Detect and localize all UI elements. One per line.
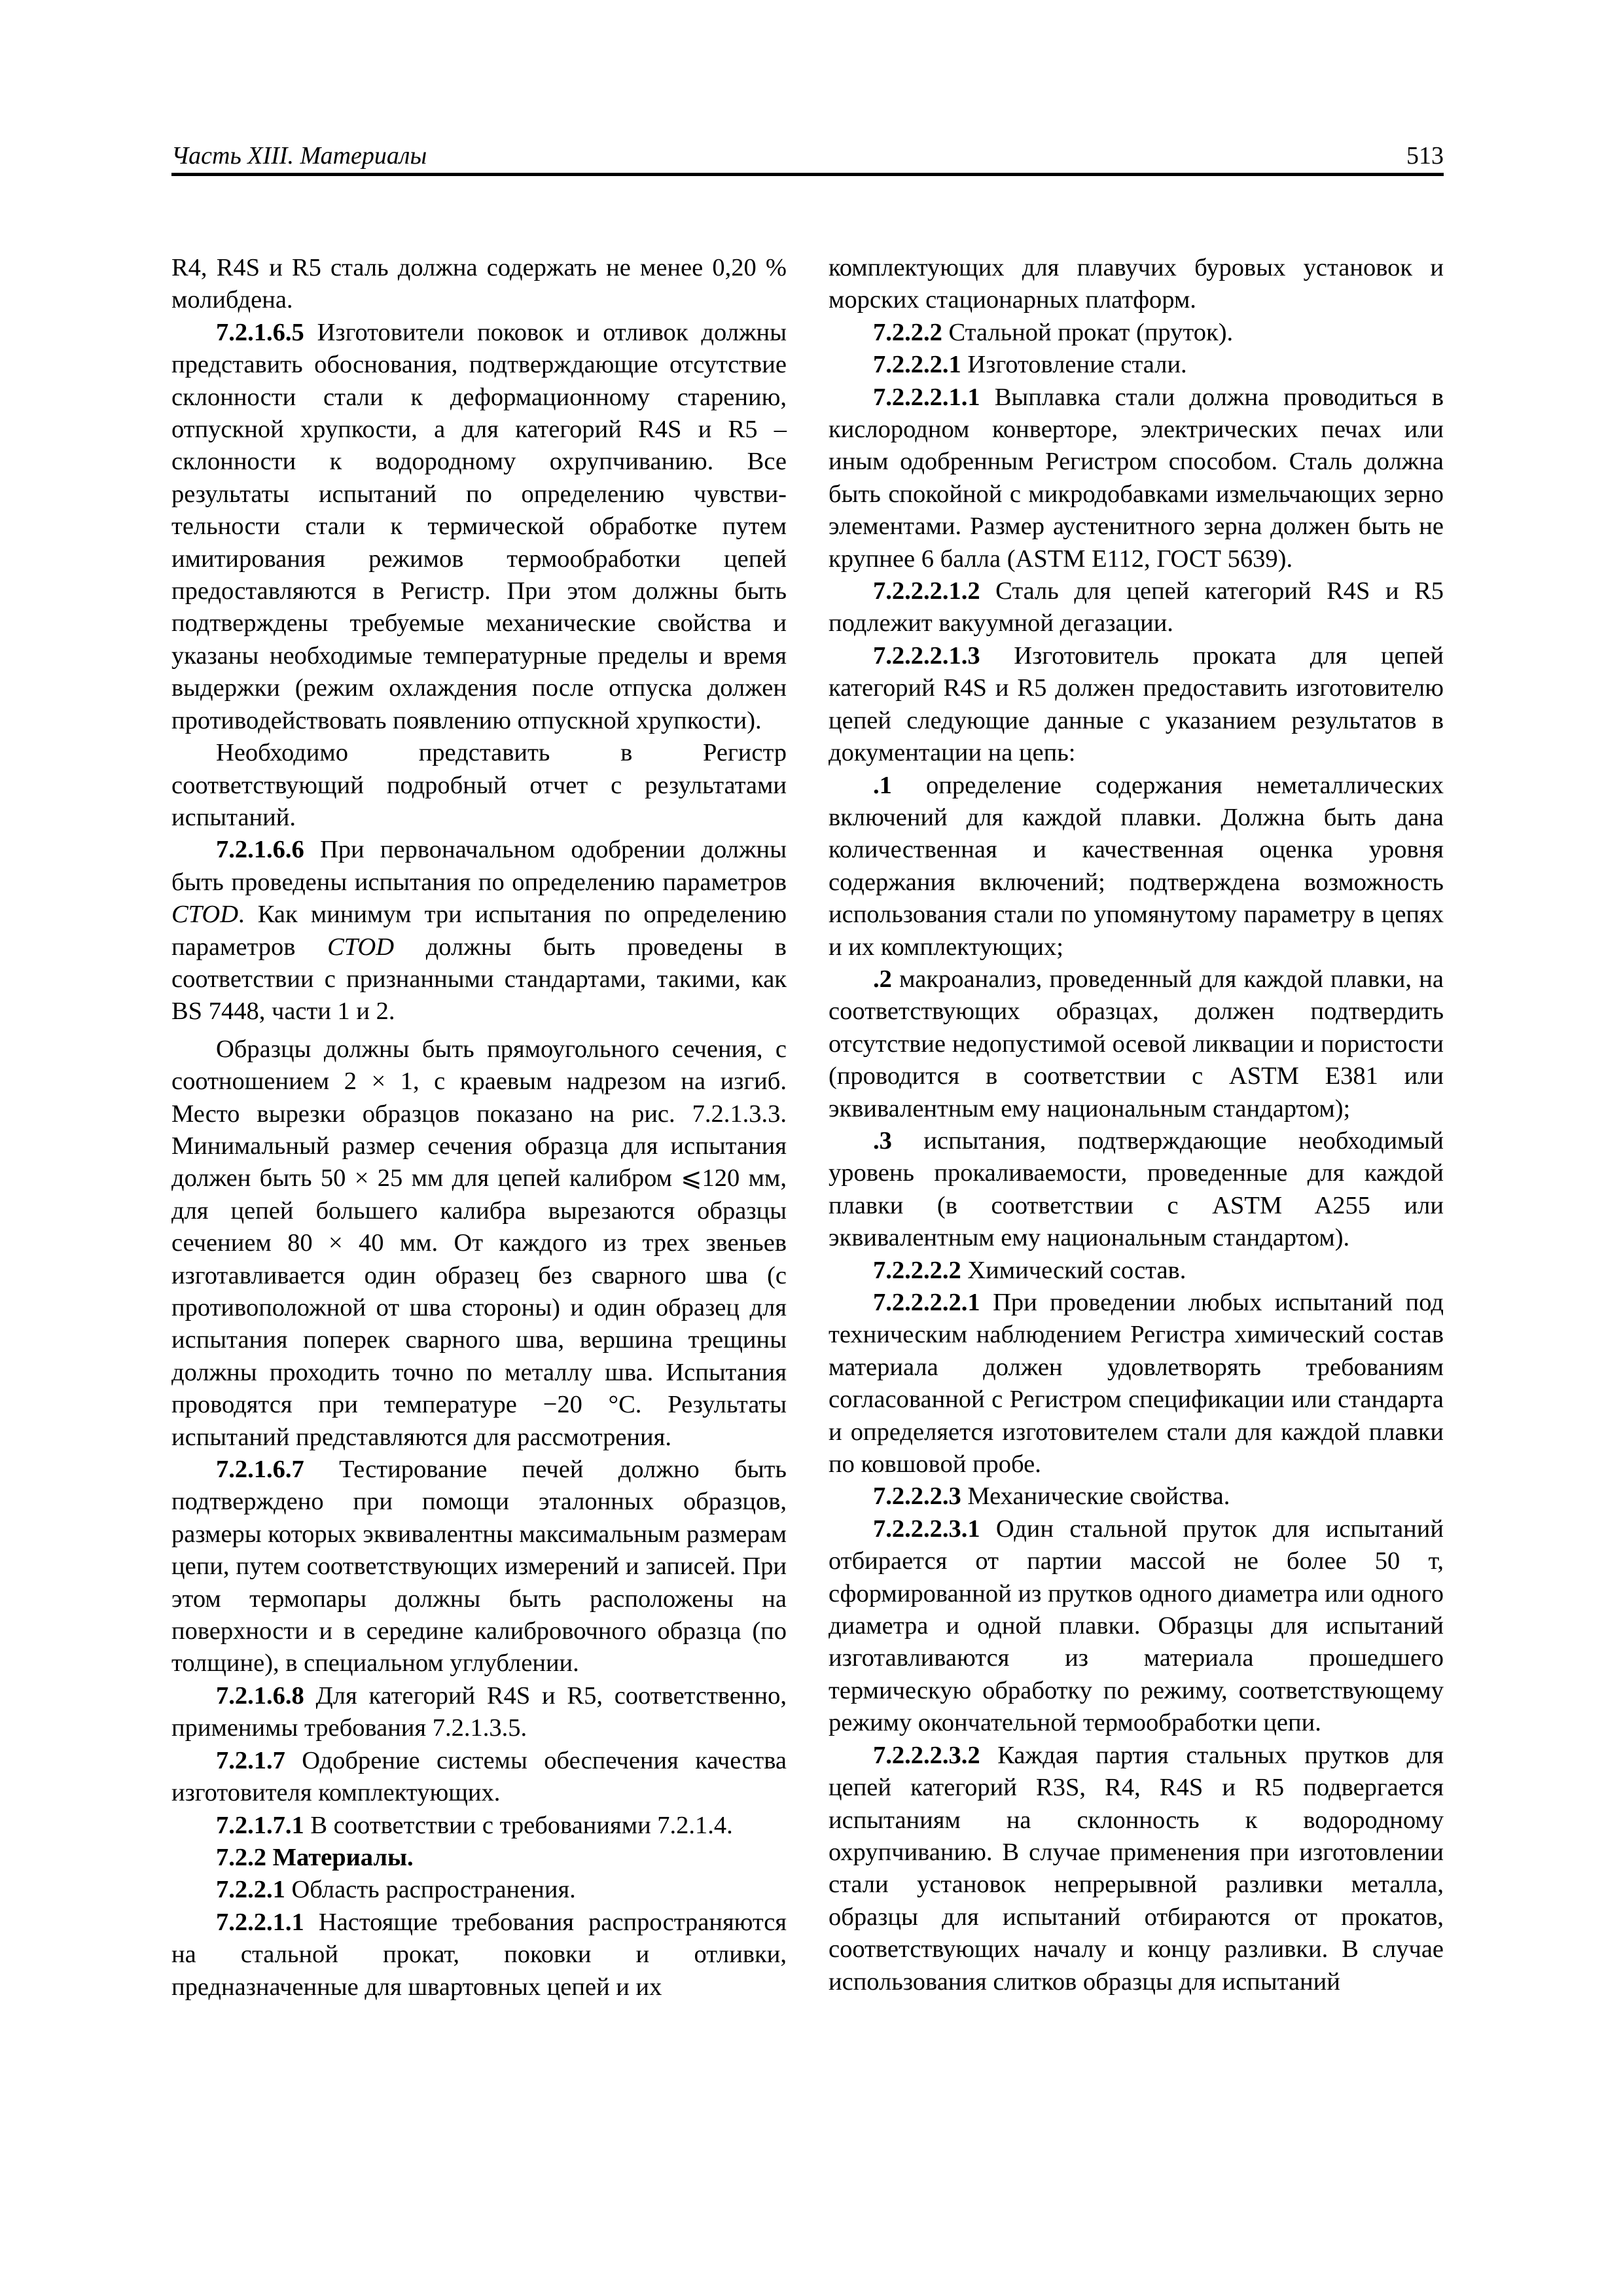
- paragraph: 7.2.2.2.1.1 Выплавка стали должна проводиться в кислородном конверторе, электрических печах или иным одобренным Регистром способом. Сталь должна быть спокойной с микродобавками измельчающих зерно элементами. Размер аустенитного зерна должен быть не крупнее 6 балла (ASTM E112, ГОСТ 5639).: [829, 383, 1444, 573]
- item-number: .1: [873, 771, 892, 799]
- item-number: .3: [873, 1126, 892, 1155]
- clause-number: 7.2.1.7.1: [216, 1811, 304, 1839]
- clause-number: 7.2.2.2.3.2: [873, 1741, 980, 1769]
- paragraph: 7.2.1.6.7 Тестирование печей должно быть подтверждено при помощи эталонных образцов, размеры которых эквивалентны максимальным размерам цепи, путем соответствующих измерений и записей. При этом термопары должны быть расположены на поверхности и в середине калибровочного образца (по толщине), в специальном углублении.: [171, 1456, 787, 1677]
- clause-number: 7.2.2.2.2: [873, 1256, 961, 1284]
- paragraph: 7.2.2.2.2.1 При проведении любых испытаний под техническим наблюдением Регистра химический состав материала должен удовлетворять требованиям согласованной с Регистром спецификации или стандарта и определяется изготовителем стали для каждой плавки по ковшовой пробе.: [829, 1289, 1444, 1479]
- clause-number: 7.2.2.2: [873, 318, 942, 346]
- paragraph: 7.2.2.2.1 Изготовление стали.: [873, 351, 1187, 379]
- list-item: .3 испытания, подтверждающие необходимый уровень прокаливаемости, проведенные для каждой плавки (в соответствии с ASTM A255 или эквивалентным ему национальным стандартом).: [829, 1126, 1444, 1252]
- paragraph: комплектующих для плавучих буровых установок и морских стационарных платформ.: [829, 254, 1444, 314]
- clause-number: 7.2.1.6.5: [216, 318, 304, 346]
- header-rule: [171, 173, 1444, 176]
- paragraph: 7.2.2.2 Стальной прокат (пруток).: [873, 318, 1234, 346]
- list-item: .2 макроанализ, проведенный для каждой плавки, на соответствующих образцах, должен подтвердить отсутствие недопустимой осевой ликвации и пористости (проводится в соответствии с ASTM E381 или эквивалентным ему национальным стандартом);: [829, 965, 1444, 1122]
- page-number: 513: [1406, 142, 1444, 170]
- list-item: .1 определение содержания неметаллических включений для каждой плавки. Должна быть дана количественная и качественная оценка уровня содержания включений; подтверждена возможность использования стали по упомянутому параметру в цепях и их комплектующих;: [829, 771, 1444, 961]
- paragraph: 7.2.1.6.5 Изготовители поковок и отливок должны представить обоснования, подтверждающие отсутствие склонности стали к деформационному старению, отпускной хрупкости, а для категорий R4S и R5 – склонности к водородному охрупчиванию. Все результаты испытаний по определению чувстви-тельности стали к термической обработке путем имитирования режимов термообработки цепей предоставляются в Регистр. При этом должны быть подтверждены требуемые механические свойства и указаны необходимые температурные пределы и время выдержки (режим охлаждения после отпуска должен противодействовать появлению отпускной хрупкости).: [171, 318, 787, 734]
- paragraph: 7.2.2.2.1.3 Изготовитель проката для цепей категорий R4S и R5 должен предоставить изготовителю цепей следующие данные с указанием результатов в документации на цепь:: [829, 641, 1444, 767]
- paragraph: 7.2.1.7 Одобрение системы обеспечения качества изготовителя комплектующих.: [171, 1746, 787, 1807]
- paragraph: R4, R4S и R5 сталь должна содержать не менее 0,20 % молибдена.: [171, 254, 787, 314]
- paragraph: 7.2.2.2.3.1 Один стальной пруток для испытаний отбирается от партии массой не более 50 т, сформированной из прутков одного диаметра или одного диаметра и одной плавки. Образцы для испытаний изготавливаются из материала прошедшего термическую обработку по режиму, соответствующему режиму окончательной термообработки цепи.: [829, 1515, 1444, 1737]
- clause-number: 7.2.2.2.1.1: [873, 383, 980, 411]
- clause-number: 7.2.2.2.3.1: [873, 1515, 980, 1543]
- section-heading: 7.2.2 Материалы.: [216, 1843, 414, 1871]
- paragraph: 7.2.2.2.1.2 Сталь для цепей категорий R4S и R5 подлежит вакуумной дегазации.: [829, 577, 1444, 637]
- paragraph: 7.2.2.1.1 Настоящие требования распространяются на стальной прокат, поковки и отливки, предназначенные для швартовных цепей и их: [171, 1908, 787, 2001]
- clause-number: 7.2.2.2.3: [873, 1482, 961, 1511]
- paragraph: 7.2.2.2.3 Механические свойства.: [873, 1482, 1230, 1511]
- clause-number: 7.2.2.1: [216, 1876, 285, 1904]
- paragraph: 7.2.2.2.2 Химический состав.: [873, 1256, 1186, 1284]
- clause-number: 7.2.2.2.1.2: [873, 577, 980, 605]
- paragraph: 7.2.2.1 Область распространения.: [216, 1876, 576, 1904]
- clause-number: 7.2.1.7: [216, 1746, 285, 1774]
- paragraph: Необходимо представить в Регистр соответствующий подробный отчет с результатами испытаний.: [171, 739, 787, 831]
- paragraph: Образцы должны быть прямоугольного сечения, с соотношением 2 × 1, с краевым надрезом на изгиб. Место вырезки образцов показано на рис. 7.2.1.3.3. Минимальный размер сечения образца для испытания должен быть 50 × 25 мм для цепей калибром ⩽120 мм, для цепей большего калибра вырезаются образцы сечением 80 × 40 мм. От каждого из трех звеньев изготавливается один образец без сварного шва (с противоположной от шва стороны) и один образец для испытания поперек сварного шва, вершина трещины должны проходить точно по металлу шва. Испытания проводятся при температуре −20 °C. Результаты испытаний представляются для рассмотрения.: [171, 1035, 787, 1451]
- paragraph: 7.2.1.7.1 В соответствии с требованиями 7.2.1.4.: [216, 1811, 733, 1839]
- paragraph: 7.2.2.2.3.2 Каждая партия стальных прутков для цепей категорий R3S, R4, R4S и R5 подвергается испытаниям на склонность к водородному охрупчиванию. В случае применения при изготовлении стали установок непрерывной разливки металла, образцы для испытаний отбираются от прокатов, соответствующих началу и концу разливки. В случае использования слитков образцы для испытаний: [829, 1741, 1444, 1996]
- clause-number: 7.2.2.2.2.1: [873, 1289, 980, 1316]
- clause-number: 7.2.2.1.1: [216, 1908, 304, 1936]
- clause-number: 7.2.1.6.8: [216, 1681, 304, 1710]
- running-title: Часть XIII. Материалы: [171, 142, 427, 170]
- paragraph: 7.2.1.6.6 При первоначальном одобрении должны быть проведены испытания по определению параметров CTOD. Как минимум три испытания по определению параметров CTOD должны быть проведены в соответствии с признанными стандартами, такими, как BS 7448, части 1 и 2.: [171, 836, 787, 1026]
- clause-number: 7.2.2.2.1: [873, 351, 961, 379]
- clause-number: 7.2.1.6.6: [216, 836, 304, 864]
- clause-number: 7.2.1.6.7: [216, 1456, 304, 1484]
- right-column: [829, 252, 1444, 1998]
- left-column: [171, 252, 787, 2003]
- paragraph: 7.2.1.6.8 Для категорий R4S и R5, соответственно, применимы требования 7.2.1.3.5.: [171, 1681, 787, 1742]
- item-number: .2: [873, 965, 892, 993]
- clause-number: 7.2.2.2.1.3: [873, 641, 980, 670]
